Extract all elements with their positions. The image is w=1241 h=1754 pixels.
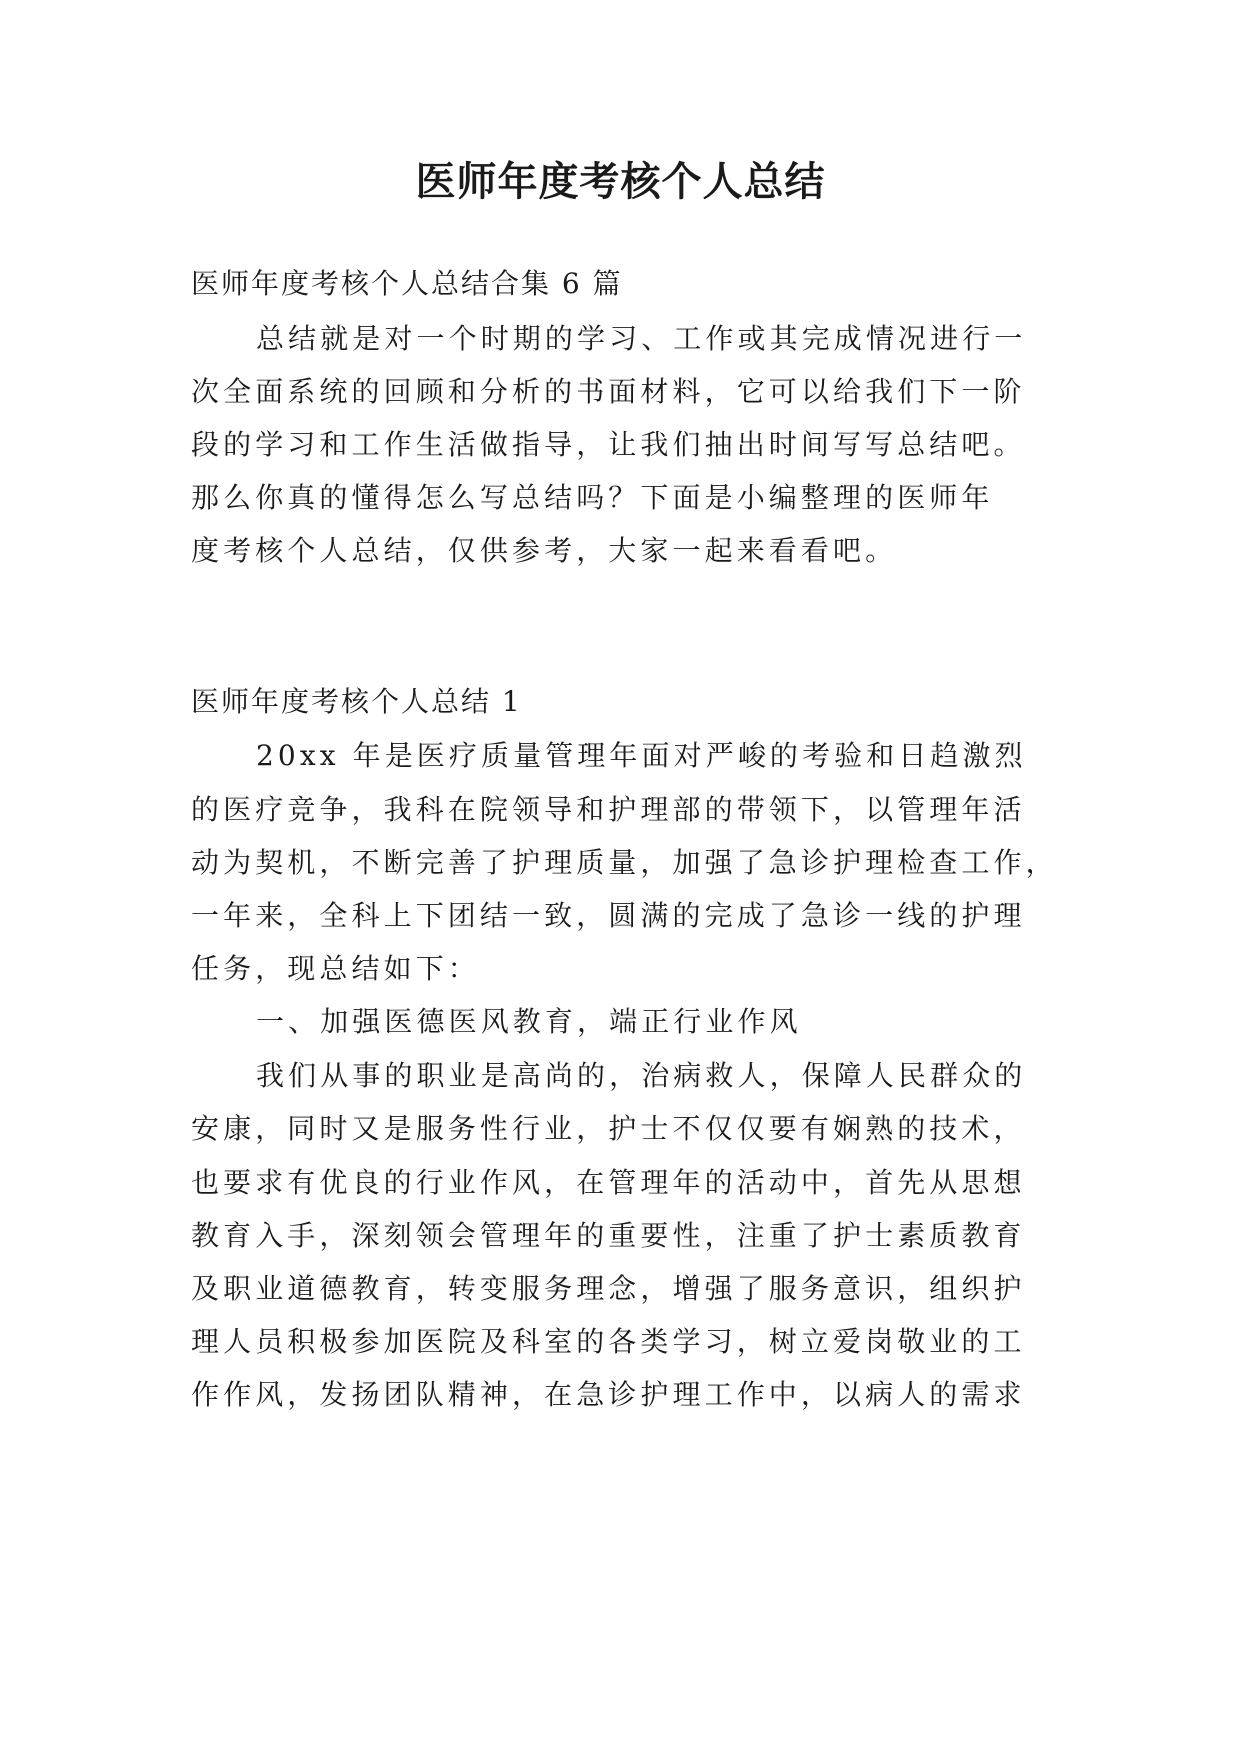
paragraph-line: 也要求有优良的行业作风，在管理年的活动中，首先从思想 — [191, 1166, 1026, 1199]
paragraph-line: 作作风，发扬团队精神，在急诊护理工作中，以病人的需求 — [191, 1378, 1026, 1411]
paragraph-line: 的医疗竞争，我科在院领导和护理部的带领下，以管理年活 — [191, 793, 1026, 826]
intro-line: 度考核个人总结，仅供参考，大家一起来看看吧。 — [191, 534, 898, 567]
intro-line: 段的学习和工作生活做指导，让我们抽出时间写写总结吧。 — [191, 428, 1026, 461]
document-title: 医师年度考核个人总结 — [415, 158, 826, 205]
paragraph-line: 我们从事的职业是高尚的，治病救人，保障人民群众的 — [256, 1059, 1027, 1092]
paragraph-line: 任务，现总结如下： — [191, 952, 480, 985]
paragraph-line: 教育入手，深刻领会管理年的重要性，注重了护士素质教育 — [191, 1219, 1026, 1252]
paragraph-line: 20xx 年是医疗质量管理年面对严峻的考验和日趋激烈 — [256, 739, 1027, 772]
intro-line: 那么你真的懂得怎么写总结吗？下面是小编整理的医师年 — [191, 481, 994, 514]
paragraph-line: 动为契机，不断完善了护理质量，加强了急诊护理检查工作， — [191, 846, 1058, 879]
section-heading: 医师年度考核个人总结 1 — [191, 685, 522, 718]
intro-heading: 医师年度考核个人总结合集 6 篇 — [191, 267, 623, 300]
intro-line: 总结就是对一个时期的学习、工作或其完成情况进行一 — [256, 322, 1027, 355]
subheading: 一、加强医德医风教育，端正行业作风 — [256, 1005, 802, 1038]
paragraph-line: 及职业道德教育，转变服务理念，增强了服务意识，组织护 — [191, 1272, 1026, 1305]
paragraph-line: 理人员积极参加医院及科室的各类学习，树立爱岗敬业的工 — [191, 1325, 1026, 1358]
paragraph-line: 一年来，全科上下团结一致，圆满的完成了急诊一线的护理 — [191, 899, 1026, 932]
intro-line: 次全面系统的回顾和分析的书面材料，它可以给我们下一阶 — [191, 375, 1026, 408]
paragraph-line: 安康，同时又是服务性行业，护士不仅仅要有娴熟的技术， — [191, 1112, 1026, 1145]
